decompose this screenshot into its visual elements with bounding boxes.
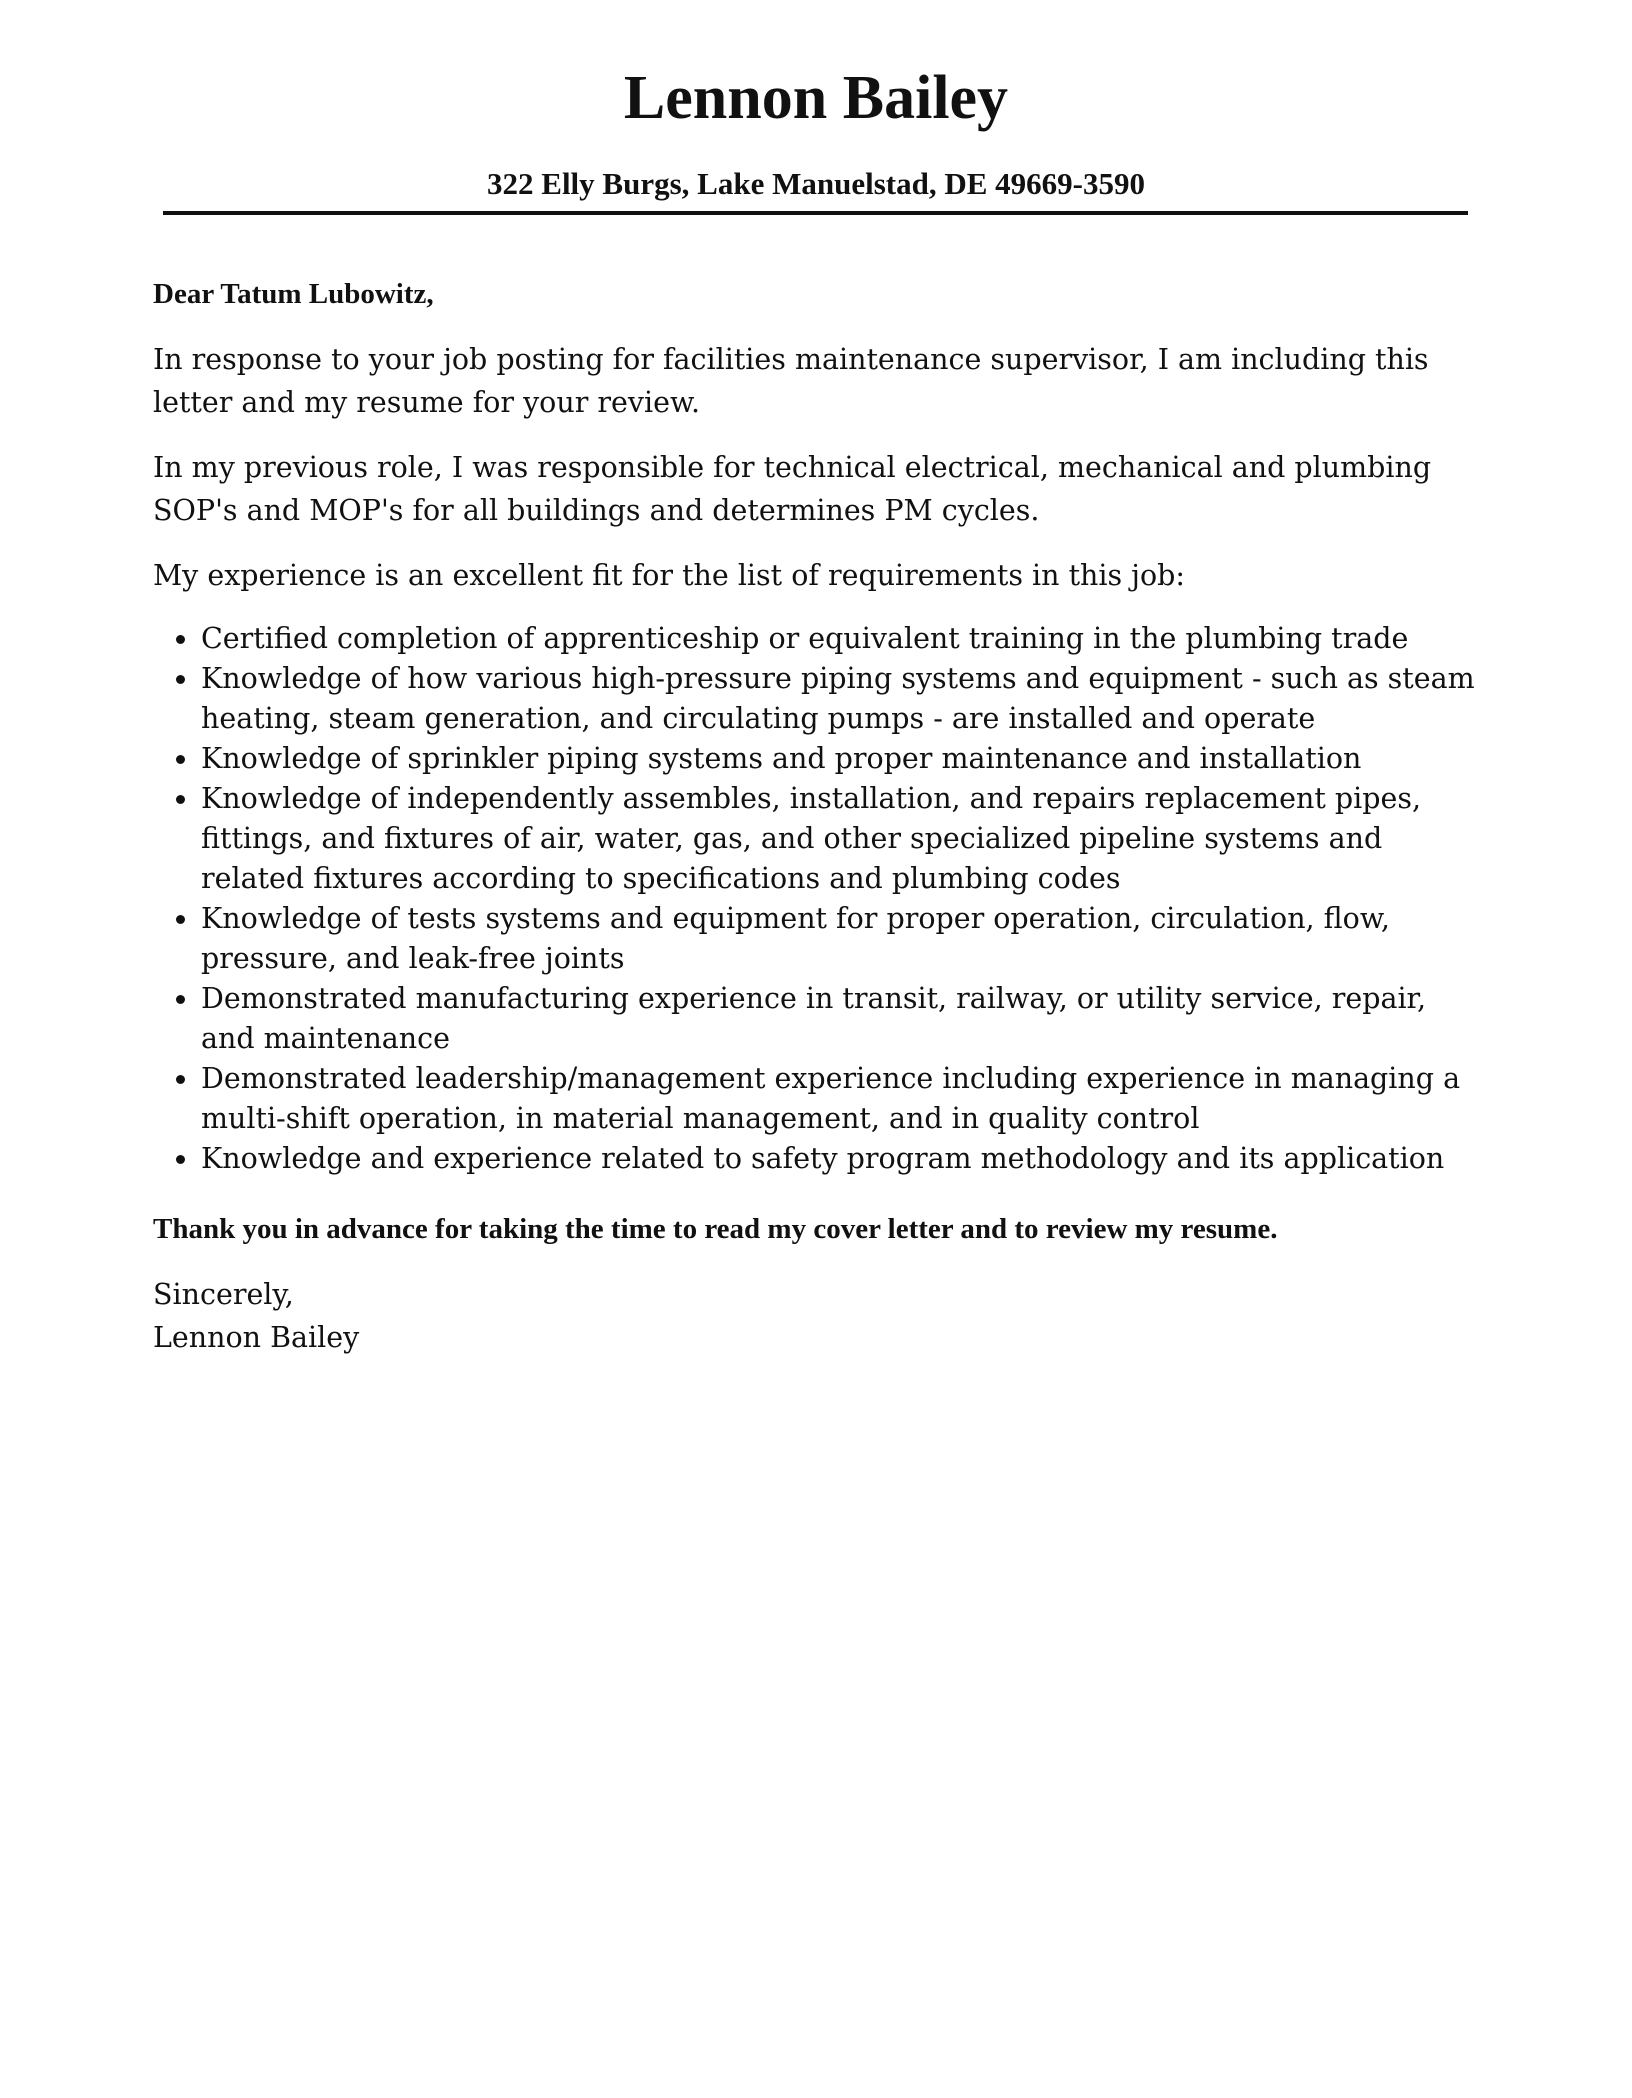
list-item xyxy=(153,619,1483,659)
bullet-icon xyxy=(176,755,185,764)
list-item xyxy=(153,659,1483,739)
closing-statement: Thank you in advance for taking the time to read my cover letter and to review my resume. xyxy=(153,1213,1278,1245)
list-item xyxy=(153,1139,1483,1179)
bullet-icon xyxy=(176,795,185,804)
bullet-icon xyxy=(176,915,185,924)
paragraph-intro: In response to your job posting for facilities maintenance supervisor, I am including this letter and my resume for your review. xyxy=(153,343,1429,419)
bullet-icon xyxy=(176,675,185,684)
bullet-icon xyxy=(176,995,185,1004)
list-item xyxy=(153,979,1483,1059)
applicant-name: Lennon Bailey xyxy=(623,64,1009,132)
list-item-text: Knowledge of how various high-pressure piping systems and equipment - such as steam heating, steam generation, and circulating pumps - are installed and operate xyxy=(201,662,1475,735)
list-item-text: Certified completion of apprenticeship or equivalent training in the plumbing trade xyxy=(201,622,1409,655)
list-item-text: Demonstrated manufacturing experience in transit, railway, or utility service, repair, and maintenance xyxy=(201,982,1427,1055)
paragraph-previous-role: In my previous role, I was responsible for technical electrical, mechanical and plumbing SOP's and MOP's for all buildings and determines PM cycles. xyxy=(153,451,1432,527)
bullet-icon xyxy=(176,1155,185,1164)
signature-name: Lennon Bailey xyxy=(153,1321,360,1354)
list-item-text: Knowledge of tests systems and equipment for proper operation, circulation, flow, pressure, and leak-free joints xyxy=(201,902,1390,975)
bullet-icon xyxy=(176,635,185,644)
applicant-address: 322 Elly Burgs, Lake Manuelstad, DE 49669-3590 xyxy=(487,166,1145,201)
list-item-text: Demonstrated leadership/management experience including experience in managing a multi-shift operation, in material management, and in quality control xyxy=(201,1062,1461,1135)
signoff: Sincerely, xyxy=(153,1278,294,1311)
list-item-text: Knowledge and experience related to safety program methodology and its application xyxy=(201,1142,1445,1175)
list-item xyxy=(153,779,1483,899)
list-item xyxy=(153,739,1483,779)
list-item xyxy=(153,1059,1483,1139)
requirements-list xyxy=(153,619,1483,1179)
header-divider xyxy=(163,211,1468,215)
list-item-text: Knowledge of sprinkler piping systems and proper maintenance and installation xyxy=(201,742,1362,775)
list-item-text: Knowledge of independently assembles, installation, and repairs replacement pipes, fittings, and fixtures of air, water, gas, and other specialized pipeline systems and related fixtures according to specifications and plumbing codes xyxy=(201,782,1422,895)
salutation: Dear Tatum Lubowitz, xyxy=(153,278,434,310)
paragraph-requirements-lead: My experience is an excellent fit for the list of requirements in this job: xyxy=(153,559,1186,592)
list-item xyxy=(153,899,1483,979)
letter-body xyxy=(153,272,1483,1359)
bullet-icon xyxy=(176,1075,185,1084)
